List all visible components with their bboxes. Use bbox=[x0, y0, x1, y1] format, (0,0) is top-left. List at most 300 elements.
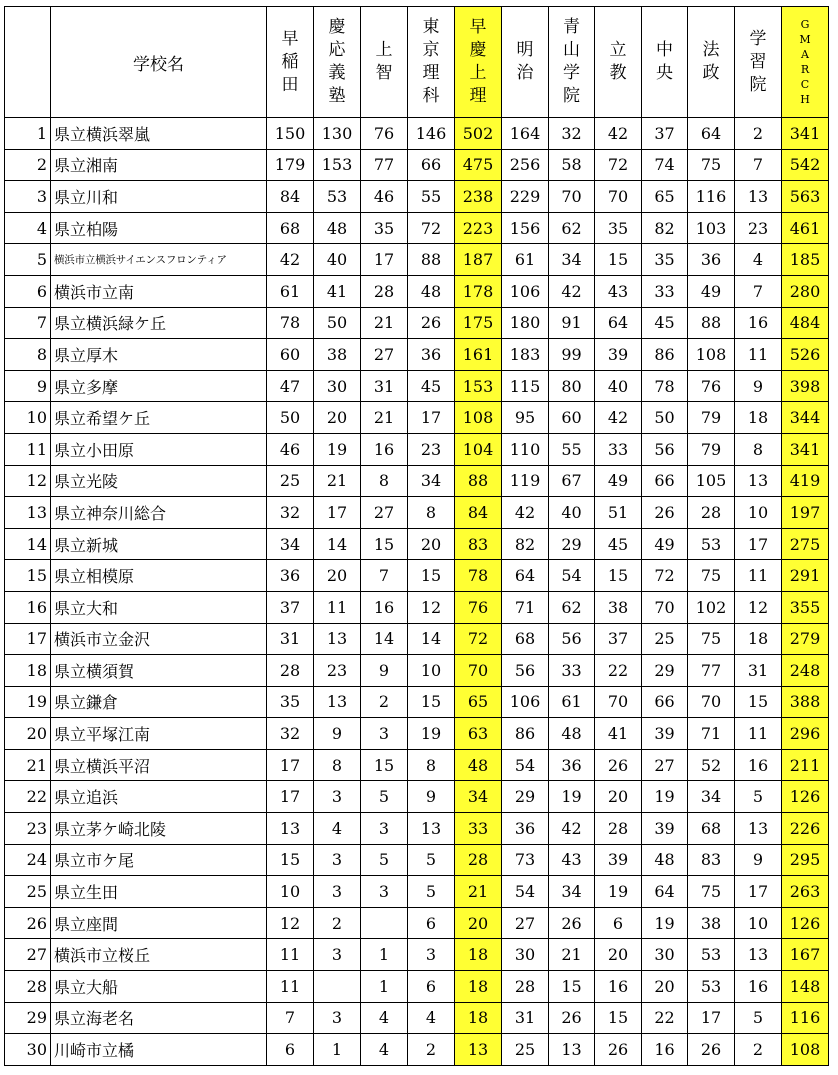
value-cell-waseda: 17 bbox=[267, 781, 314, 813]
value-cell-chuo: 33 bbox=[642, 275, 688, 307]
value-cell-sophia: 21 bbox=[361, 307, 408, 339]
value-cell-sokeijo: 34 bbox=[455, 781, 502, 813]
column-header-gakushuin bbox=[735, 7, 782, 118]
value-cell-sophia: 46 bbox=[361, 181, 408, 213]
value-cell-sokeijo: 18 bbox=[455, 939, 502, 971]
value-cell-tus: 13 bbox=[408, 813, 455, 845]
value-cell-waseda: 31 bbox=[267, 623, 314, 655]
value-cell-meiji: 36 bbox=[502, 813, 549, 845]
value-cell-sokeijo: 65 bbox=[455, 686, 502, 718]
value-cell-sokeijo: 108 bbox=[455, 402, 502, 434]
value-cell-gakushuin: 11 bbox=[735, 560, 782, 592]
value-cell-tus: 4 bbox=[408, 1002, 455, 1034]
column-header-char: 習 bbox=[749, 51, 767, 72]
value-cell-sokeijo: 28 bbox=[455, 844, 502, 876]
value-cell-rikkyo: 19 bbox=[595, 876, 642, 908]
value-cell-sophia: 8 bbox=[361, 465, 408, 497]
value-cell-hosei: 71 bbox=[688, 718, 735, 750]
value-cell-hosei: 79 bbox=[688, 402, 735, 434]
column-header-char: A bbox=[801, 48, 809, 61]
value-cell-sophia: 15 bbox=[361, 528, 408, 560]
value-cell-aoyama: 62 bbox=[549, 212, 595, 244]
value-cell-hosei: 53 bbox=[688, 971, 735, 1003]
value-cell-tus: 72 bbox=[408, 212, 455, 244]
column-header-aoyama bbox=[549, 7, 595, 118]
value-cell-sokeijo: 63 bbox=[455, 718, 502, 750]
value-cell-sokeijo: 18 bbox=[455, 971, 502, 1003]
value-cell-meiji: 164 bbox=[502, 118, 549, 150]
column-header-char: 慶 bbox=[328, 17, 346, 37]
value-cell-gmarch: 296 bbox=[782, 718, 829, 750]
value-cell-meiji: 106 bbox=[502, 275, 549, 307]
value-cell-gmarch: 279 bbox=[782, 623, 829, 655]
value-cell-keio: 20 bbox=[314, 560, 361, 592]
value-cell-keio: 19 bbox=[314, 433, 361, 465]
value-cell-aoyama: 19 bbox=[549, 781, 595, 813]
value-cell-waseda: 84 bbox=[267, 181, 314, 213]
school-name-cell: 県立相模原 bbox=[51, 560, 267, 592]
school-name-cell: 県立平塚江南 bbox=[51, 718, 267, 750]
value-cell-sophia: 21 bbox=[361, 402, 408, 434]
value-cell-hosei: 34 bbox=[688, 781, 735, 813]
rank-cell: 21 bbox=[5, 749, 51, 781]
value-cell-sokeijo: 161 bbox=[455, 339, 502, 371]
table-row bbox=[5, 907, 829, 939]
value-cell-chuo: 65 bbox=[642, 181, 688, 213]
value-cell-waseda: 34 bbox=[267, 528, 314, 560]
value-cell-tus: 6 bbox=[408, 907, 455, 939]
value-cell-hosei: 28 bbox=[688, 497, 735, 529]
value-cell-aoyama: 48 bbox=[549, 718, 595, 750]
value-cell-sophia: 16 bbox=[361, 433, 408, 465]
value-cell-gmarch: 226 bbox=[782, 813, 829, 845]
value-cell-gakushuin: 18 bbox=[735, 623, 782, 655]
value-cell-meiji: 56 bbox=[502, 655, 549, 687]
value-cell-gmarch: 211 bbox=[782, 749, 829, 781]
value-cell-rikkyo: 72 bbox=[595, 149, 642, 181]
value-cell-hosei: 75 bbox=[688, 560, 735, 592]
value-cell-sokeijo: 178 bbox=[455, 275, 502, 307]
value-cell-keio: 30 bbox=[314, 370, 361, 402]
value-cell-gakushuin: 17 bbox=[735, 876, 782, 908]
value-cell-hosei: 26 bbox=[688, 1034, 735, 1066]
value-cell-keio bbox=[314, 971, 361, 1003]
value-cell-gmarch: 542 bbox=[782, 149, 829, 181]
value-cell-meiji: 61 bbox=[502, 244, 549, 276]
school-name-cell: 県立湘南 bbox=[51, 149, 267, 181]
column-header-tus bbox=[408, 7, 455, 118]
value-cell-gmarch: 263 bbox=[782, 876, 829, 908]
value-cell-aoyama: 15 bbox=[549, 971, 595, 1003]
value-cell-sophia: 77 bbox=[361, 149, 408, 181]
column-header-char: 青 bbox=[563, 17, 580, 37]
value-cell-sokeijo: 70 bbox=[455, 655, 502, 687]
value-cell-sokeijo: 83 bbox=[455, 528, 502, 560]
rank-cell: 4 bbox=[5, 212, 51, 244]
value-cell-chuo: 19 bbox=[642, 781, 688, 813]
column-header-char: 教 bbox=[609, 63, 627, 83]
value-cell-hosei: 75 bbox=[688, 623, 735, 655]
value-cell-sophia: 7 bbox=[361, 560, 408, 592]
value-cell-meiji: 27 bbox=[502, 907, 549, 939]
value-cell-hosei: 105 bbox=[688, 465, 735, 497]
column-header-char: C bbox=[800, 78, 810, 91]
value-cell-keio: 48 bbox=[314, 212, 361, 244]
column-header-char: 院 bbox=[749, 74, 767, 95]
value-cell-sokeijo: 84 bbox=[455, 497, 502, 529]
value-cell-tus: 146 bbox=[408, 118, 455, 150]
value-cell-rikkyo: 33 bbox=[595, 433, 642, 465]
value-cell-meiji: 30 bbox=[502, 939, 549, 971]
column-header-char: H bbox=[800, 93, 810, 106]
rank-cell: 22 bbox=[5, 781, 51, 813]
value-cell-keio: 1 bbox=[314, 1034, 361, 1066]
school-name-cell: 県立希望ケ丘 bbox=[51, 402, 267, 434]
value-cell-meiji: 183 bbox=[502, 339, 549, 371]
value-cell-chuo: 45 bbox=[642, 307, 688, 339]
rank-cell: 11 bbox=[5, 433, 51, 465]
value-cell-gakushuin: 10 bbox=[735, 497, 782, 529]
value-cell-aoyama: 26 bbox=[549, 907, 595, 939]
value-cell-hosei: 53 bbox=[688, 939, 735, 971]
value-cell-keio: 23 bbox=[314, 655, 361, 687]
rank-cell: 17 bbox=[5, 623, 51, 655]
school-name-cell: 横浜市立金沢 bbox=[51, 623, 267, 655]
rank-cell: 7 bbox=[5, 307, 51, 339]
value-cell-gmarch: 167 bbox=[782, 939, 829, 971]
school-name-cell: 横浜市立南 bbox=[51, 275, 267, 307]
value-cell-keio: 13 bbox=[314, 623, 361, 655]
table-row bbox=[5, 402, 829, 434]
value-cell-waseda: 35 bbox=[267, 686, 314, 718]
value-cell-sophia: 27 bbox=[361, 497, 408, 529]
value-cell-chuo: 20 bbox=[642, 971, 688, 1003]
value-cell-gmarch: 484 bbox=[782, 307, 829, 339]
value-cell-waseda: 32 bbox=[267, 497, 314, 529]
value-cell-waseda: 12 bbox=[267, 907, 314, 939]
value-cell-keio: 38 bbox=[314, 339, 361, 371]
school-name-cell: 県立追浜 bbox=[51, 781, 267, 813]
column-header-char: 智 bbox=[375, 63, 393, 83]
column-header-meiji bbox=[502, 7, 549, 118]
value-cell-waseda: 37 bbox=[267, 591, 314, 623]
column-header-char: 早 bbox=[281, 28, 299, 49]
rank-cell: 29 bbox=[5, 1002, 51, 1034]
school-name-cell: 横浜市立横浜サイエンスフロンティア bbox=[51, 244, 267, 276]
value-cell-meiji: 180 bbox=[502, 307, 549, 339]
value-cell-gmarch: 291 bbox=[782, 560, 829, 592]
value-cell-sokeijo: 18 bbox=[455, 1002, 502, 1034]
column-header-keio bbox=[314, 7, 361, 118]
value-cell-sokeijo: 33 bbox=[455, 813, 502, 845]
value-cell-gakushuin: 11 bbox=[735, 339, 782, 371]
value-cell-keio: 41 bbox=[314, 275, 361, 307]
value-cell-waseda: 7 bbox=[267, 1002, 314, 1034]
value-cell-rikkyo: 15 bbox=[595, 1002, 642, 1034]
value-cell-sophia: 16 bbox=[361, 591, 408, 623]
value-cell-meiji: 106 bbox=[502, 686, 549, 718]
value-cell-aoyama: 61 bbox=[549, 686, 595, 718]
value-cell-gakushuin: 31 bbox=[735, 655, 782, 687]
table-row bbox=[5, 528, 829, 560]
value-cell-chuo: 27 bbox=[642, 749, 688, 781]
rank-cell: 6 bbox=[5, 275, 51, 307]
value-cell-tus: 14 bbox=[408, 623, 455, 655]
value-cell-gakushuin: 7 bbox=[735, 149, 782, 181]
value-cell-gmarch: 126 bbox=[782, 907, 829, 939]
value-cell-chuo: 82 bbox=[642, 212, 688, 244]
value-cell-rikkyo: 28 bbox=[595, 813, 642, 845]
value-cell-gmarch: 275 bbox=[782, 528, 829, 560]
value-cell-chuo: 30 bbox=[642, 939, 688, 971]
value-cell-hosei: 49 bbox=[688, 275, 735, 307]
value-cell-sokeijo: 475 bbox=[455, 149, 502, 181]
school-name-cell: 県立大和 bbox=[51, 591, 267, 623]
value-cell-gakushuin: 9 bbox=[735, 844, 782, 876]
value-cell-waseda: 150 bbox=[267, 118, 314, 150]
value-cell-rikkyo: 49 bbox=[595, 465, 642, 497]
value-cell-aoyama: 80 bbox=[549, 370, 595, 402]
value-cell-waseda: 11 bbox=[267, 971, 314, 1003]
column-header-char: 応 bbox=[328, 40, 346, 60]
value-cell-sokeijo: 502 bbox=[455, 118, 502, 150]
value-cell-waseda: 61 bbox=[267, 275, 314, 307]
value-cell-hosei: 17 bbox=[688, 1002, 735, 1034]
value-cell-chuo: 64 bbox=[642, 876, 688, 908]
rank-header bbox=[5, 7, 51, 118]
value-cell-meiji: 71 bbox=[502, 591, 549, 623]
value-cell-sophia: 1 bbox=[361, 971, 408, 1003]
rank-cell: 25 bbox=[5, 876, 51, 908]
table-row bbox=[5, 655, 829, 687]
value-cell-meiji: 86 bbox=[502, 718, 549, 750]
value-cell-gmarch: 461 bbox=[782, 212, 829, 244]
table-row bbox=[5, 813, 829, 845]
value-cell-waseda: 60 bbox=[267, 339, 314, 371]
school-name-cell: 県立横須賀 bbox=[51, 655, 267, 687]
table-row bbox=[5, 181, 829, 213]
school-name-cell: 県立小田原 bbox=[51, 433, 267, 465]
rank-cell: 14 bbox=[5, 528, 51, 560]
value-cell-rikkyo: 35 bbox=[595, 212, 642, 244]
column-header-char: 明 bbox=[516, 40, 534, 60]
value-cell-rikkyo: 15 bbox=[595, 244, 642, 276]
value-cell-sokeijo: 238 bbox=[455, 181, 502, 213]
value-cell-sophia: 5 bbox=[361, 781, 408, 813]
value-cell-sophia: 9 bbox=[361, 655, 408, 687]
rank-cell: 2 bbox=[5, 149, 51, 181]
value-cell-gakushuin: 16 bbox=[735, 971, 782, 1003]
value-cell-gmarch: 341 bbox=[782, 118, 829, 150]
table-row bbox=[5, 1002, 829, 1034]
value-cell-rikkyo: 26 bbox=[595, 1034, 642, 1066]
column-header-char: 東 bbox=[422, 17, 440, 37]
value-cell-gmarch: 419 bbox=[782, 465, 829, 497]
value-cell-tus: 55 bbox=[408, 181, 455, 213]
value-cell-sokeijo: 76 bbox=[455, 591, 502, 623]
value-cell-tus: 17 bbox=[408, 402, 455, 434]
value-cell-hosei: 79 bbox=[688, 433, 735, 465]
value-cell-hosei: 76 bbox=[688, 370, 735, 402]
table-row bbox=[5, 939, 829, 971]
value-cell-aoyama: 34 bbox=[549, 876, 595, 908]
value-cell-aoyama: 54 bbox=[549, 560, 595, 592]
value-cell-rikkyo: 51 bbox=[595, 497, 642, 529]
value-cell-gmarch: 116 bbox=[782, 1002, 829, 1034]
value-cell-hosei: 70 bbox=[688, 686, 735, 718]
value-cell-meiji: 229 bbox=[502, 181, 549, 213]
value-cell-aoyama: 58 bbox=[549, 149, 595, 181]
table-row bbox=[5, 781, 829, 813]
rank-cell: 18 bbox=[5, 655, 51, 687]
column-header-char: 学 bbox=[749, 28, 767, 49]
table-row bbox=[5, 971, 829, 1003]
column-header-char: 治 bbox=[516, 63, 534, 83]
rank-cell: 10 bbox=[5, 402, 51, 434]
value-cell-hosei: 75 bbox=[688, 876, 735, 908]
column-header-char: 中 bbox=[656, 40, 673, 60]
value-cell-hosei: 52 bbox=[688, 749, 735, 781]
school-name-cell: 県立生田 bbox=[51, 876, 267, 908]
value-cell-meiji: 95 bbox=[502, 402, 549, 434]
value-cell-sokeijo: 21 bbox=[455, 876, 502, 908]
value-cell-gmarch: 341 bbox=[782, 433, 829, 465]
rank-cell: 1 bbox=[5, 118, 51, 150]
value-cell-meiji: 68 bbox=[502, 623, 549, 655]
value-cell-gakushuin: 23 bbox=[735, 212, 782, 244]
rank-cell: 15 bbox=[5, 560, 51, 592]
value-cell-rikkyo: 42 bbox=[595, 402, 642, 434]
school-name-cell: 県立新城 bbox=[51, 528, 267, 560]
value-cell-rikkyo: 20 bbox=[595, 939, 642, 971]
value-cell-gmarch: 398 bbox=[782, 370, 829, 402]
rank-cell: 12 bbox=[5, 465, 51, 497]
value-cell-waseda: 15 bbox=[267, 844, 314, 876]
value-cell-sophia: 4 bbox=[361, 1034, 408, 1066]
value-cell-aoyama: 32 bbox=[549, 118, 595, 150]
value-cell-keio: 3 bbox=[314, 939, 361, 971]
table-row bbox=[5, 686, 829, 718]
value-cell-sokeijo: 104 bbox=[455, 433, 502, 465]
value-cell-rikkyo: 15 bbox=[595, 560, 642, 592]
value-cell-gakushuin: 11 bbox=[735, 718, 782, 750]
value-cell-chuo: 66 bbox=[642, 686, 688, 718]
value-cell-tus: 6 bbox=[408, 971, 455, 1003]
value-cell-gakushuin: 12 bbox=[735, 591, 782, 623]
value-cell-waseda: 36 bbox=[267, 560, 314, 592]
value-cell-gmarch: 526 bbox=[782, 339, 829, 371]
value-cell-gakushuin: 9 bbox=[735, 370, 782, 402]
value-cell-tus: 15 bbox=[408, 686, 455, 718]
rank-cell: 24 bbox=[5, 844, 51, 876]
value-cell-chuo: 70 bbox=[642, 591, 688, 623]
column-header-char: 早 bbox=[469, 17, 487, 37]
value-cell-tus: 23 bbox=[408, 433, 455, 465]
value-cell-aoyama: 21 bbox=[549, 939, 595, 971]
column-header-char: 田 bbox=[281, 74, 299, 95]
value-cell-sophia: 31 bbox=[361, 370, 408, 402]
table-row bbox=[5, 370, 829, 402]
value-cell-chuo: 37 bbox=[642, 118, 688, 150]
value-cell-meiji: 54 bbox=[502, 749, 549, 781]
value-cell-waseda: 50 bbox=[267, 402, 314, 434]
value-cell-sokeijo: 88 bbox=[455, 465, 502, 497]
column-header-char: 科 bbox=[422, 86, 440, 106]
value-cell-tus: 19 bbox=[408, 718, 455, 750]
value-cell-keio: 11 bbox=[314, 591, 361, 623]
value-cell-meiji: 119 bbox=[502, 465, 549, 497]
value-cell-meiji: 54 bbox=[502, 876, 549, 908]
value-cell-gakushuin: 8 bbox=[735, 433, 782, 465]
value-cell-sophia: 3 bbox=[361, 813, 408, 845]
table-row bbox=[5, 118, 829, 150]
value-cell-gakushuin: 16 bbox=[735, 749, 782, 781]
column-header-char: 義 bbox=[328, 63, 346, 83]
value-cell-tus: 9 bbox=[408, 781, 455, 813]
value-cell-rikkyo: 38 bbox=[595, 591, 642, 623]
value-cell-gakushuin: 18 bbox=[735, 402, 782, 434]
value-cell-aoyama: 99 bbox=[549, 339, 595, 371]
column-header-char: 稲 bbox=[281, 51, 299, 72]
value-cell-chuo: 86 bbox=[642, 339, 688, 371]
value-cell-waseda: 46 bbox=[267, 433, 314, 465]
rank-cell: 30 bbox=[5, 1034, 51, 1066]
value-cell-rikkyo: 40 bbox=[595, 370, 642, 402]
value-cell-sophia: 27 bbox=[361, 339, 408, 371]
value-cell-gakushuin: 15 bbox=[735, 686, 782, 718]
value-cell-keio: 2 bbox=[314, 907, 361, 939]
value-cell-hosei: 77 bbox=[688, 655, 735, 687]
value-cell-gmarch: 197 bbox=[782, 497, 829, 529]
table-row bbox=[5, 1034, 829, 1066]
value-cell-rikkyo: 70 bbox=[595, 181, 642, 213]
value-cell-gakushuin: 13 bbox=[735, 181, 782, 213]
value-cell-rikkyo: 6 bbox=[595, 907, 642, 939]
value-cell-keio: 153 bbox=[314, 149, 361, 181]
column-header-char: R bbox=[800, 63, 810, 76]
column-header-char: 政 bbox=[702, 63, 720, 83]
value-cell-hosei: 102 bbox=[688, 591, 735, 623]
table-row bbox=[5, 749, 829, 781]
value-cell-rikkyo: 16 bbox=[595, 971, 642, 1003]
value-cell-sophia bbox=[361, 907, 408, 939]
school-name-cell: 横浜市立桜丘 bbox=[51, 939, 267, 971]
value-cell-sophia: 3 bbox=[361, 718, 408, 750]
column-header-char: 立 bbox=[609, 40, 627, 60]
value-cell-gakushuin: 2 bbox=[735, 118, 782, 150]
column-header-char: 塾 bbox=[328, 86, 346, 106]
value-cell-sophia: 1 bbox=[361, 939, 408, 971]
value-cell-sokeijo: 78 bbox=[455, 560, 502, 592]
rank-cell: 3 bbox=[5, 181, 51, 213]
value-cell-sokeijo: 13 bbox=[455, 1034, 502, 1066]
school-name-cell: 県立座間 bbox=[51, 907, 267, 939]
value-cell-keio: 53 bbox=[314, 181, 361, 213]
value-cell-meiji: 29 bbox=[502, 781, 549, 813]
value-cell-keio: 20 bbox=[314, 402, 361, 434]
value-cell-chuo: 26 bbox=[642, 497, 688, 529]
value-cell-waseda: 42 bbox=[267, 244, 314, 276]
value-cell-waseda: 47 bbox=[267, 370, 314, 402]
school-name-cell: 県立大船 bbox=[51, 971, 267, 1003]
value-cell-rikkyo: 70 bbox=[595, 686, 642, 718]
value-cell-gakushuin: 13 bbox=[735, 939, 782, 971]
value-cell-aoyama: 67 bbox=[549, 465, 595, 497]
school-name-cell: 県立多摩 bbox=[51, 370, 267, 402]
value-cell-keio: 3 bbox=[314, 876, 361, 908]
value-cell-meiji: 31 bbox=[502, 1002, 549, 1034]
value-cell-gmarch: 108 bbox=[782, 1034, 829, 1066]
